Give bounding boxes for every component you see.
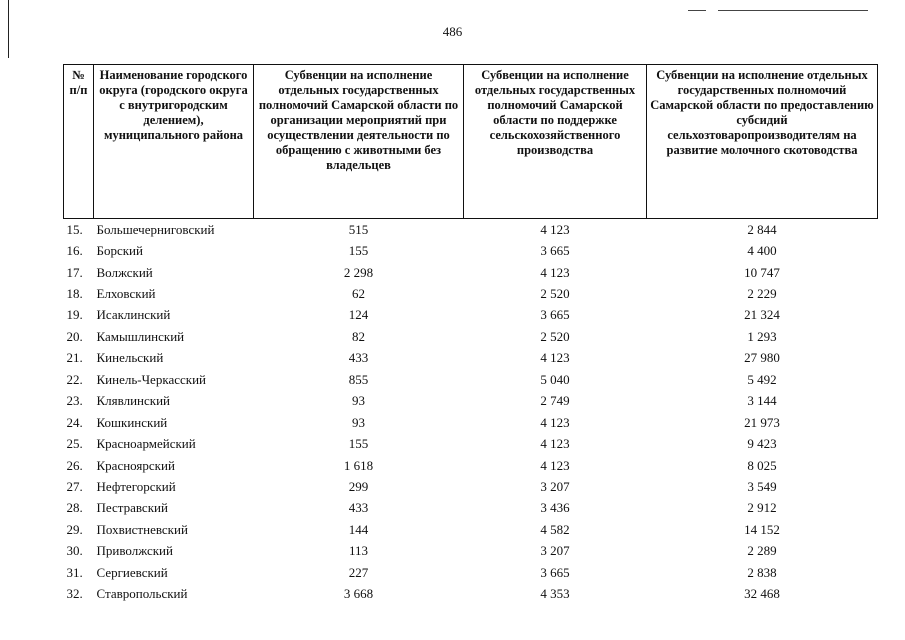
municipality-name: Пестравский xyxy=(96,500,168,516)
agriculture-subsidy-value: 4 582 xyxy=(540,521,570,537)
agriculture-subsidy-value: 3 207 xyxy=(540,543,570,559)
animal-subsidy-value: 227 xyxy=(348,564,369,580)
dairy-subsidy-value: 1 293 xyxy=(747,328,777,344)
scan-mark-top xyxy=(688,10,706,11)
dairy-subsidy-value: 32 468 xyxy=(744,586,780,602)
dairy-subsidy-value: 21 324 xyxy=(744,307,780,323)
agriculture-subsidy-value: 2 520 xyxy=(540,286,570,302)
header-dairy-subsidy: Субвенции на исполнение отдельных государственных полномочий Самарской области по предоставлению субсидий сельхозтоваропроизводителям на развитие молочного скотоводства xyxy=(647,65,878,219)
municipality-name: Похвистневский xyxy=(96,521,188,537)
table-row xyxy=(64,412,878,433)
animal-subsidy-value: 155 xyxy=(348,436,369,452)
municipality-name: Кинель-Черкасский xyxy=(96,371,206,387)
animal-subsidy-value: 3 668 xyxy=(343,586,374,602)
animal-subsidy-value: 155 xyxy=(348,243,369,259)
dairy-subsidy-value: 8 025 xyxy=(747,457,777,473)
municipality-name: Волжский xyxy=(96,264,153,280)
row-number: 25. xyxy=(66,436,83,452)
animal-subsidy-value: 113 xyxy=(348,543,369,559)
table-row xyxy=(64,348,878,369)
dairy-subsidy-value: 3 144 xyxy=(747,393,777,409)
table-header-row xyxy=(64,65,878,219)
row-number: 18. xyxy=(66,286,83,302)
animal-subsidy-value: 93 xyxy=(352,414,365,430)
animal-subsidy-value: 515 xyxy=(348,221,369,237)
table-row xyxy=(64,262,878,283)
municipality-name: Камышлинский xyxy=(96,328,185,344)
row-number: 27. xyxy=(66,478,83,494)
animal-subsidy-value: 1 618 xyxy=(343,457,374,473)
animal-subsidy-value: 2 298 xyxy=(343,264,374,280)
table-body xyxy=(64,219,878,605)
table-row xyxy=(64,369,878,390)
agriculture-subsidy-value: 2 520 xyxy=(540,328,570,344)
table-row xyxy=(64,219,878,241)
municipality-name: Приволжский xyxy=(96,543,173,559)
municipality-name: Елховский xyxy=(96,286,156,302)
dairy-subsidy-value: 10 747 xyxy=(744,264,780,280)
agriculture-subsidy-value: 4 123 xyxy=(540,264,570,280)
agriculture-subsidy-value: 3 207 xyxy=(540,478,570,494)
agriculture-subsidy-value: 3 665 xyxy=(540,564,570,580)
agriculture-subsidy-value: 4 123 xyxy=(540,457,570,473)
subsidy-table xyxy=(63,64,878,605)
table-row xyxy=(64,476,878,497)
row-number: 17. xyxy=(66,264,83,280)
row-number: 19. xyxy=(66,307,83,323)
agriculture-subsidy-value: 3 665 xyxy=(540,307,570,323)
agriculture-subsidy-value: 3 665 xyxy=(540,243,570,259)
table-row xyxy=(64,498,878,519)
row-number: 23. xyxy=(66,393,83,409)
dairy-subsidy-value: 2 844 xyxy=(747,221,777,237)
row-number: 29. xyxy=(66,521,83,537)
table-row xyxy=(64,326,878,347)
agriculture-subsidy-value: 3 436 xyxy=(540,500,570,516)
dairy-subsidy-value: 4 400 xyxy=(747,243,777,259)
table-row xyxy=(64,562,878,583)
animal-subsidy-value: 93 xyxy=(352,393,365,409)
row-number: 20. xyxy=(66,328,83,344)
row-number: 31. xyxy=(66,564,83,580)
row-number: 24. xyxy=(66,414,83,430)
animal-subsidy-value: 855 xyxy=(348,371,369,387)
table-row xyxy=(64,433,878,454)
municipality-name: Большечерниговский xyxy=(96,221,215,237)
municipality-name: Красноярский xyxy=(96,457,175,473)
table-row xyxy=(64,240,878,261)
dairy-subsidy-value: 2 838 xyxy=(747,564,777,580)
animal-subsidy-value: 144 xyxy=(348,521,369,537)
table-row xyxy=(64,455,878,476)
header-agriculture-subsidy: Субвенции на исполнение отдельных государственных полномочий Самарской области по поддержке сельскохозяйственного производства xyxy=(464,65,647,219)
animal-subsidy-value: 82 xyxy=(352,328,365,344)
municipality-name: Ставропольский xyxy=(96,586,188,602)
dairy-subsidy-value: 2 289 xyxy=(747,543,777,559)
row-number: 15. xyxy=(66,221,83,237)
row-number: 26. xyxy=(66,457,83,473)
page-number: 486 xyxy=(442,24,463,39)
municipality-name: Исаклинский xyxy=(96,307,171,323)
municipality-name: Нефтегорский xyxy=(96,478,176,494)
municipality-name: Красноармейский xyxy=(96,436,196,452)
table-row xyxy=(64,583,878,604)
row-number: 30. xyxy=(66,543,83,559)
agriculture-subsidy-value: 4 123 xyxy=(540,414,570,430)
animal-subsidy-value: 299 xyxy=(348,478,369,494)
animal-subsidy-value: 433 xyxy=(348,500,369,516)
row-number: 22. xyxy=(66,371,83,387)
agriculture-subsidy-value: 5 040 xyxy=(540,371,570,387)
row-number: 21. xyxy=(66,350,83,366)
municipality-name: Сергиевский xyxy=(96,564,168,580)
agriculture-subsidy-value: 4 123 xyxy=(540,436,570,452)
agriculture-subsidy-value: 4 353 xyxy=(540,586,570,602)
scan-mark-top xyxy=(718,10,868,11)
dairy-subsidy-value: 14 152 xyxy=(744,521,780,537)
dairy-subsidy-value: 2 912 xyxy=(747,500,777,516)
table-row xyxy=(64,283,878,304)
header-municipality: Наименование городского округа (городского округа с внутригородским делением), муниципального района xyxy=(94,65,254,219)
row-number: 16. xyxy=(66,243,83,259)
municipality-name: Клявлинский xyxy=(96,393,171,409)
table-row xyxy=(64,391,878,412)
municipality-name: Кинельский xyxy=(96,350,164,366)
agriculture-subsidy-value: 2 749 xyxy=(540,393,570,409)
municipality-name: Кошкинский xyxy=(96,414,168,430)
municipality-name: Борский xyxy=(96,243,143,259)
dairy-subsidy-value: 2 229 xyxy=(747,286,777,302)
row-number: 28. xyxy=(66,500,83,516)
animal-subsidy-value: 62 xyxy=(352,286,365,302)
table-row xyxy=(64,305,878,326)
dairy-subsidy-value: 5 492 xyxy=(747,371,777,387)
header-animal-subsidy: Субвенции на исполнение отдельных государственных полномочий Самарской области по организации мероприятий при осуществлении деятельности по обращению с животными без владельцев xyxy=(254,65,464,219)
agriculture-subsidy-value: 4 123 xyxy=(540,350,570,366)
animal-subsidy-value: 124 xyxy=(348,307,369,323)
header-number: № п/п xyxy=(64,65,94,219)
animal-subsidy-value: 433 xyxy=(348,350,369,366)
dairy-subsidy-value: 21 973 xyxy=(744,414,780,430)
dairy-subsidy-value: 9 423 xyxy=(747,436,777,452)
dairy-subsidy-value: 3 549 xyxy=(747,478,777,494)
table-row xyxy=(64,519,878,540)
dairy-subsidy-value: 27 980 xyxy=(744,350,780,366)
agriculture-subsidy-value: 4 123 xyxy=(540,221,570,237)
table-row xyxy=(64,541,878,562)
row-number: 32. xyxy=(66,586,83,602)
